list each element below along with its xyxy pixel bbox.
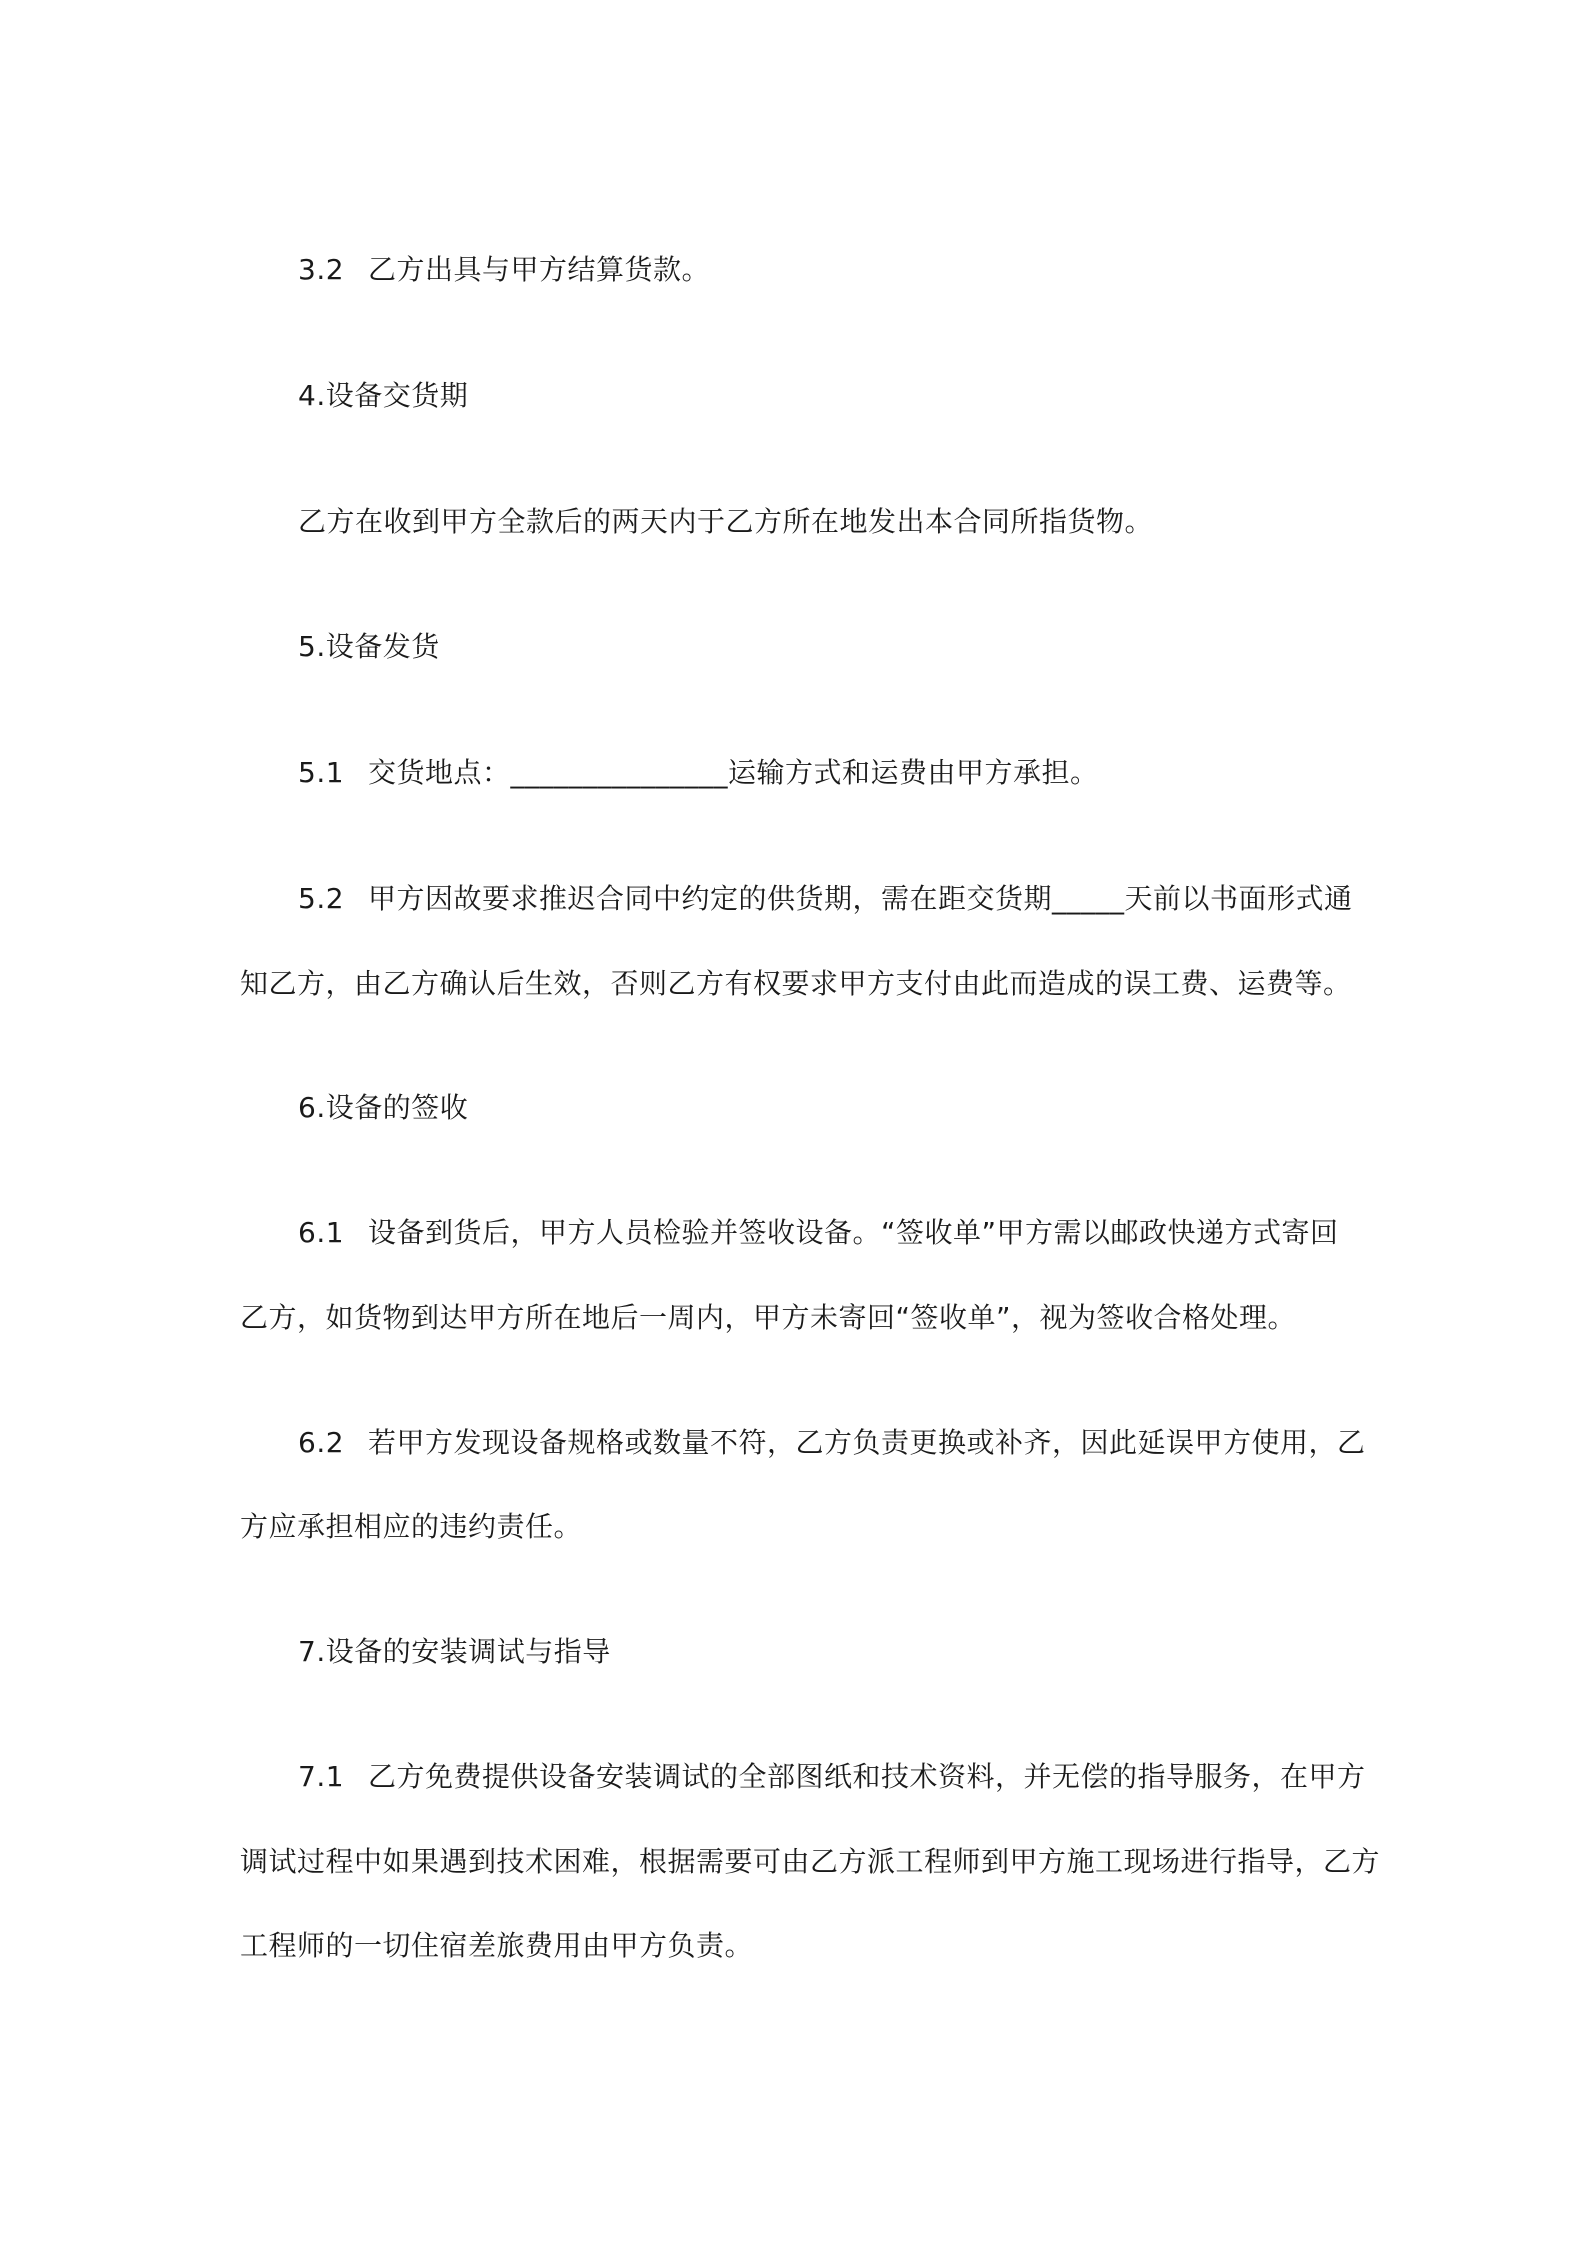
clause-number: 3.2	[298, 253, 345, 286]
clause-text: 甲方因故要求推迟合同中约定的供货期，需在距交货期_____天前以书面形式通	[368, 882, 1353, 915]
clause-text: 设备到货后，甲方人员检验并签收设备。“签收单”甲方需以邮政快递方式寄回	[368, 1216, 1339, 1249]
clause-text: 若甲方发现设备规格或数量不符，乙方负责更换或补齐，因此延误甲方使用，乙	[368, 1426, 1366, 1459]
clause-7-1-continued-1: 调试过程中如果遇到技术困难，根据需要可由乙方派工程师到甲方施工现场进行指导，乙方	[240, 1845, 1381, 1878]
clause-text: 交货地点：_______________运输方式和运费由甲方承担。	[368, 756, 1099, 789]
clause-text: 乙方免费提供设备安装调试的全部图纸和技术资料，并无偿的指导服务，在甲方	[368, 1760, 1366, 1793]
clause-6-2	[298, 1423, 1418, 1463]
paragraph-4-body: 乙方在收到甲方全款后的两天内于乙方所在地发出本合同所指货物。	[298, 505, 1154, 538]
clause-number: 5.1	[298, 756, 345, 789]
clause-number: 6.2	[298, 1426, 345, 1459]
section-heading-4: 4.设备交货期	[298, 379, 469, 412]
clause-7-1	[298, 1757, 1418, 1797]
clause-6-1-continued: 乙方，如货物到达甲方所在地后一周内，甲方未寄回“签收单”，视为签收合格处理。	[240, 1301, 1297, 1334]
clause-number: 6.1	[298, 1216, 345, 1249]
clause-7-1-continued-2: 工程师的一切住宿差旅费用由甲方负责。	[240, 1929, 754, 1962]
clause-number: 7.1	[298, 1760, 345, 1793]
section-heading-5: 5.设备发货	[298, 630, 440, 663]
clause-5-2-continued: 知乙方，由乙方确认后生效，否则乙方有权要求甲方支付由此而造成的误工费、运费等。	[240, 967, 1352, 1000]
section-heading-7: 7.设备的安装调试与指导	[298, 1635, 611, 1668]
clause-text: 乙方出具与甲方结算货款。	[368, 253, 711, 286]
clause-5-2	[298, 879, 1418, 919]
clause-6-2-continued: 方应承担相应的违约责任。	[240, 1510, 583, 1543]
section-heading-6: 6.设备的签收	[298, 1091, 469, 1124]
clause-3-2	[298, 250, 1418, 290]
clause-6-1	[298, 1213, 1418, 1253]
clause-number: 5.2	[298, 882, 345, 915]
clause-5-1	[298, 753, 1418, 793]
